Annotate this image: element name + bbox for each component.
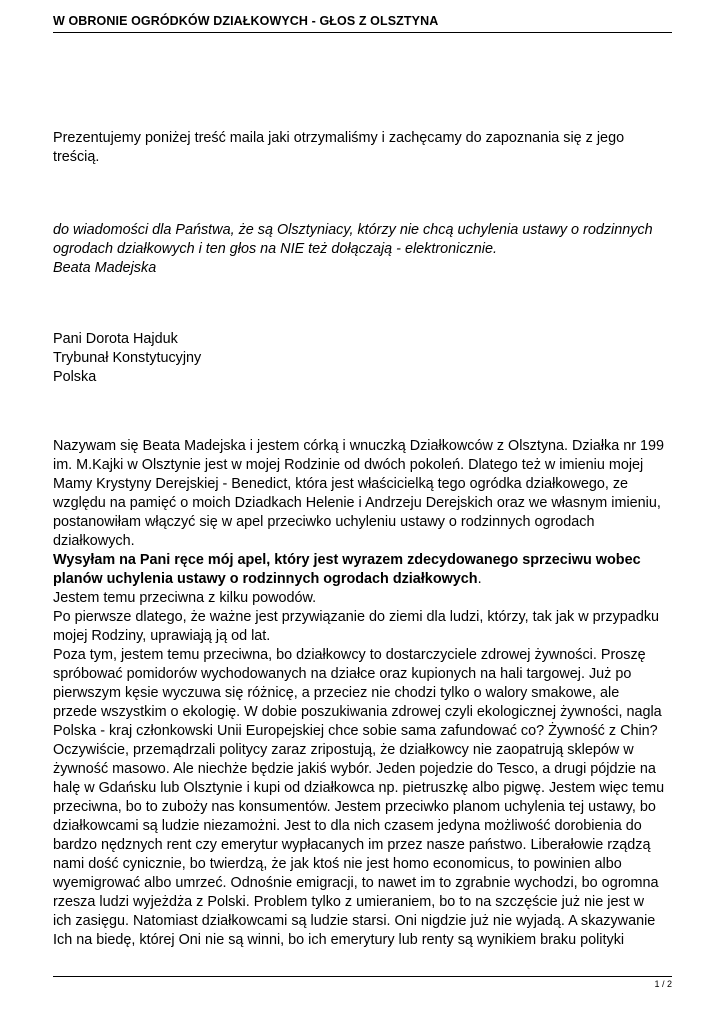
body-line: pierwszym kęsie wyczuwa się różnicę, a przeciez nie chodzi tylko o walory smakowe, ale: [53, 685, 620, 701]
body-line: Jestem temu przeciwna z kilku powodów.: [53, 590, 317, 606]
intro-line: Prezentujemy poniżej treść maila jaki otrzymaliśmy i zachęcamy do zapoznania się z jego: [53, 130, 625, 146]
body-line: bardzo nędznych rent czy emerytur wypłacanych im przez nasze państwo. Liberałowie rządzą: [53, 837, 651, 853]
page-number: 1 / 2: [654, 979, 672, 989]
body-paragraph-2: [53, 589, 678, 950]
body-line: mojej Rodziny, uprawiają ją od lat.: [53, 628, 271, 644]
body-line: rzesza ludzi wyjeżdża z Polski. Problem tylko z umieraniem, bo to na szczęście już nie jest w: [53, 894, 645, 910]
body-line: Po pierwsze dlatego, że ważne jest przywiązanie do ziemi dla ludzi, którzy, tak jak w przypadku: [53, 609, 660, 625]
note-signature: Beata Madejska: [53, 260, 157, 276]
note-line: do wiadomości dla Państwa, że są Olsztyniacy, którzy nie chcą uchylenia ustawy o rodzinnych: [53, 222, 653, 238]
body-line: halę w Gdańsku lub Olsztynie i kupi od działkowca np. pietruszkę albo pigwę. Jestem więc temu: [53, 780, 665, 796]
page-footer: [53, 976, 672, 989]
page-header: [53, 14, 672, 33]
body-line: Polska - kraj członkowski Unii Europejskiej chce sobie sama zafundować co? Żywność z Chin?: [53, 723, 658, 739]
body-line: spróbować pomidorów wychodowanych na działce oraz kupionych na hali targowej. Już po: [53, 666, 632, 682]
address-line: Polska: [53, 369, 97, 385]
note-line: ogrodach działkowych i ten głos na NIE też dołączają - elektronicznie.: [53, 241, 497, 257]
body-line: Ich na biedę, której Oni nie są winni, bo ich emerytury lub renty są wynikiem braku polityki: [53, 932, 625, 948]
body-line: przeciwna, bo to zuboży nas konsumentów. Jestem przeciwko planom uchylenia tej ustawy, bo: [53, 799, 656, 815]
body-line: Nazywam się Beata Madejska i jestem córką i wnuczką Działkowców z Olsztyna. Działka nr 199: [53, 438, 665, 454]
body-line: działkowych.: [53, 533, 135, 549]
bold-line: Wysyłam na Pani ręce mój apel, który jest wyrazem zdecydowanego sprzeciwu wobec: [53, 552, 641, 568]
body-line: im. M.Kajki w Olsztynie jest w mojej Rodzinie od dwóch pokoleń. Dlatego też w imieniu mojej: [53, 457, 644, 473]
body-line: względu na pamięć o moich Dziadkach Helenie i Andrzeju Derejskich oraz we własnym imieniu,: [53, 495, 661, 511]
bold-line: planów uchylenia ustawy o rodzinnych ogrodach działkowych: [53, 571, 478, 587]
body-line: przede wszystkim o ekologię. W dobie poszukiwania zdrowej czyli ekologicznej żywności, nagla: [53, 704, 662, 720]
document-title: W OBRONIE OGRÓDKÓW DZIAŁKOWYCH - GŁOS Z OLSZTYNA: [53, 14, 439, 28]
body-line: ich zasięgu. Natomiast działkowcami są ludzie starsi. Oni nigdzie już nie wyjadą. A skazywanie: [53, 913, 656, 929]
address-line: Trybunał Konstytucyjny: [53, 350, 202, 366]
body-line: działkowcami są ludzie niezamożni. Jest to dla nich czasem jedyna możliwość dorobienia do: [53, 818, 642, 834]
address-line: Pani Dorota Hajduk: [53, 331, 178, 347]
body-line: wyemigrować albo umrzeć. Odnośnie emigracji, to nawet im to zgrabnie wychodzi, bo ogromna: [53, 875, 659, 891]
forwarded-note: [53, 221, 678, 278]
body-line: Oczywiście, przemądrzali politycy zaraz zripostują, że działkowcy nie zaopatrują sklepów w: [53, 742, 634, 758]
bold-appeal: [53, 551, 678, 589]
body-line: Mamy Krystyny Derejskiej - Benedict, która jest właścicielką tego ogródka działkowego, ze: [53, 476, 629, 492]
letter-body: [53, 437, 678, 950]
body-line: postanowiłam włączyć się w apel przeciwko uchyleniu ustawy o rodzinnych ogrodach: [53, 514, 595, 530]
body-line: nami dość cynicznie, bo twierdzą, że jak ktoś nie jest homo economicus, to powinien albo: [53, 856, 622, 872]
bold-tail: .: [477, 571, 482, 587]
recipient-address: [53, 330, 678, 387]
intro-paragraph: [53, 129, 678, 167]
body-line: Poza tym, jestem temu przeciwna, bo działkowcy to dostarczyciele zdrowej żywności. Proszę: [53, 647, 646, 663]
body-line: żywność masowo. Ale niechże będzie jakiś wybór. Jeden pojedzie do Tesco, a drugi pójdzie na: [53, 761, 656, 777]
intro-line: treścią.: [53, 149, 100, 165]
body-paragraph-1: [53, 437, 678, 551]
